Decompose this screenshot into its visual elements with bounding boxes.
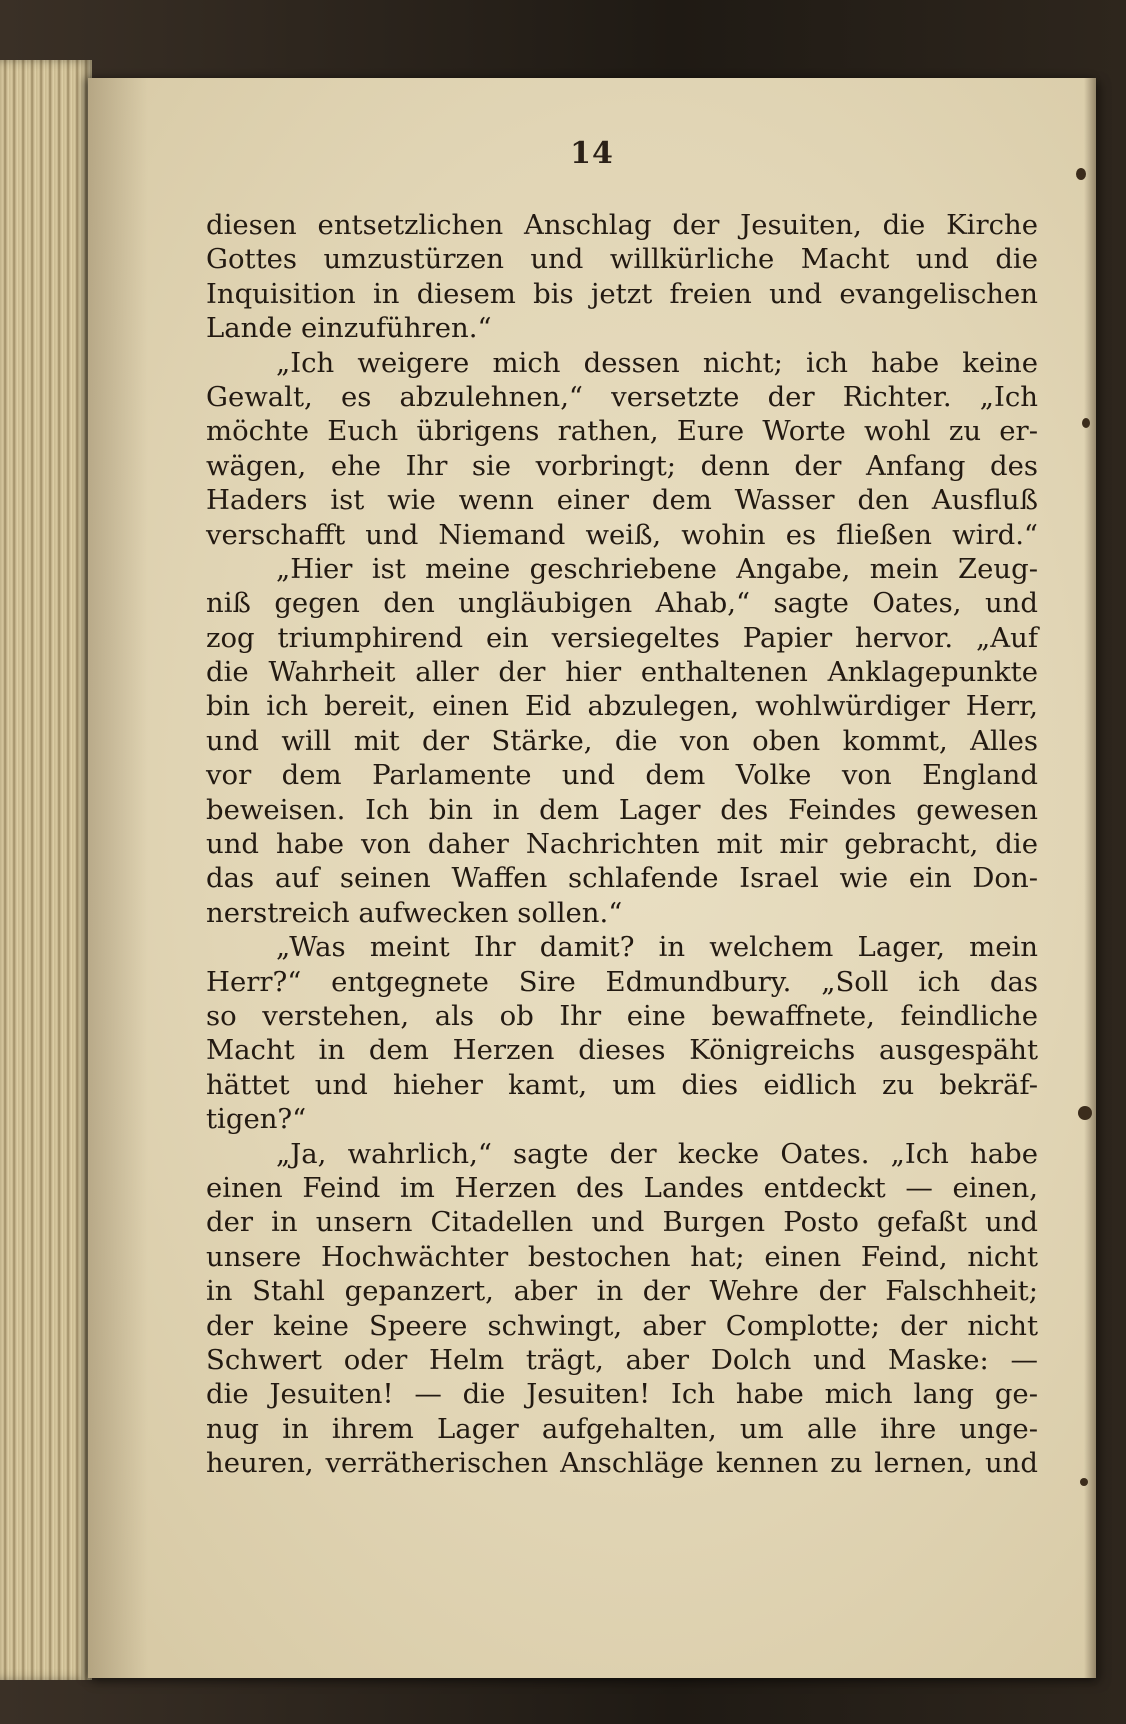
ink-spot [1082,418,1090,428]
text-line: wägen, ehe Ihr sie vorbringt; denn der Anfang des [206,449,1038,482]
text-line: möchte Euch übrigens rathen, Eure Worte wohl zu er- [206,415,1038,448]
text-line: hättet und hieher kamt, um dies eidlich zu bekräf- [206,1068,1038,1101]
text-line: Macht in dem Herzen dieses Königreichs ausgespäht [206,1034,1038,1067]
text-line: der in unsern Citadellen und Burgen Posto gefaßt und [206,1206,1038,1239]
text-line: nug in ihrem Lager aufgehalten, um alle ihre unge- [206,1412,1038,1445]
text-line: „Ich weigere mich dessen nicht; ich habe keine [276,346,1038,379]
text-line: nerstreich aufwecken sollen.“ [206,896,623,929]
binding-shadow [88,78,148,1678]
stacked-page-edges [0,60,92,1680]
text-line: Lande einzuführen.“ [206,312,492,345]
text-line: das auf seinen Waffen schlafende Israel wie ein Don- [206,862,1038,895]
text-line: bin ich bereit, einen Eid abzulegen, wohlwürdiger Herr, [206,690,1038,723]
text-line: tigen?“ [206,1103,307,1136]
text-line: in Stahl gepanzert, aber in der Wehre der Falschheit; [206,1275,1038,1308]
text-line: zog triumphirend ein versiegeltes Papier hervor. „Auf [206,621,1038,654]
text-line: unsere Hochwächter bestochen hat; einen Feind, nicht [206,1240,1038,1273]
text-line: und will mit der Stärke, die von oben kommt, Alles [206,724,1038,757]
text-line: heuren, verrätherischen Anschläge kennen zu lernen, und [206,1447,1038,1480]
ink-spot [1078,1106,1092,1120]
text-line: „Hier ist meine geschriebene Angabe, mein Zeug- [276,552,1038,585]
text-line: Haders ist wie wenn einer dem Wasser den Ausfluß [206,484,1038,517]
text-line: „Was meint Ihr damit? in welchem Lager, mein [276,931,1038,964]
page-number: 14 [570,136,614,171]
ink-spot [1080,1478,1088,1486]
text-line: Schwert oder Helm trägt, aber Dolch und Maske: — [206,1343,1038,1376]
text-line: die Wahrheit aller der hier enthaltenen Anklagepunkte [206,656,1038,689]
text-line: „Ja, wahrlich,“ sagte der kecke Oates. „Ich habe [276,1137,1038,1170]
page-right-edge [1084,78,1096,1678]
text-line: beweisen. Ich bin in dem Lager des Feindes gewesen [206,793,1038,826]
book-page [88,78,1096,1678]
text-line: der keine Speere schwingt, aber Complotte; der nicht [206,1309,1038,1342]
text-line: Gewalt, es abzulehnen,“ versetzte der Richter. „Ich [206,380,1038,413]
text-line: diesen entsetzlichen Anschlag der Jesuiten, die Kirche [206,209,1038,241]
text-line: Gottes umzustürzen und willkürliche Macht und die [206,243,1038,276]
text-line: verschafft und Niemand weiß, wohin es fließen wird.“ [206,518,1038,551]
text-line: einen Feind im Herzen des Landes entdeckt — einen, [206,1171,1038,1204]
text-line: so verstehen, als ob Ihr eine bewaffnete, feindliche [206,999,1038,1032]
text-line: vor dem Parlamente und dem Volke von England [206,759,1038,792]
text-line: Herr?“ entgegnete Sire Edmundbury. „Soll ich das [206,965,1038,998]
text-line: niß gegen den ungläubigen Ahab,“ sagte Oates, und [206,587,1038,620]
text-line: und habe von daher Nachrichten mit mir gebracht, die [206,828,1038,861]
body-text [206,208,1038,1480]
text-line: Inquisition in diesem bis jetzt freien und evangelischen [206,277,1038,310]
text-line: die Jesuiten! — die Jesuiten! Ich habe mich lang ge- [206,1378,1038,1411]
